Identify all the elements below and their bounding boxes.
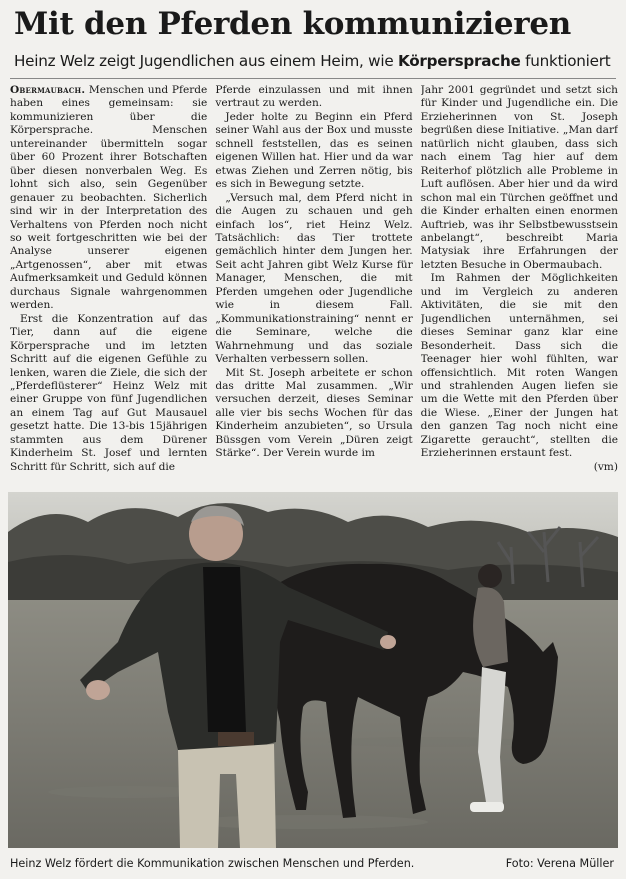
dateline: Obermaubach. (10, 84, 86, 96)
paragraph: Jahr 2001 gegründet und setzt sich für Kinder und Jugendliche ein. Die Erzieherinnen von St. Joseph begrüßen diese Initiative. „Man darf natürlich nicht glauben, dass sich nach einem Tag hier auf dem Reiterhof plötzlich alle Probleme in Luft auflösen. Aber hier und da wird schon mal ein Türchen geöffnet und die Kinder erhalten einen enormen Auftrieb, was ihr Selbstbewusstsein anbelangt“, beschreibt Maria Matysiak ihre Erfahrungen der letzten Besuche in Obermaubach. (420, 84, 618, 271)
paragraph-text: Menschen und Pferde haben eines gemeinsam: sie kommunizieren über die Körpersprache. Menschen untereinander übermitteln sogar über 60 Prozent ihrer Botschaften über diesen nonverbalen Weg. Es lohnt sich also, sein Gegenüber genauer zu beobachten. Sicherlich sind wir in der Interpretation des Verhaltens von Pferden noch nicht so weit fortgeschritten wie bei der Analyse unserer eigenen „Artgenossen“, aber mit etwas Aufmerksamkeit und Geduld können durchaus Signale wahrgenommen werden. (10, 84, 208, 312)
paragraph: „Versuch mal, dem Pferd nicht in die Augen zu schauen und geh einfach los“, riet Heinz Welz. Tatsächlich: das Tier trottete gemächlich hinter dem Jungen her. Seit acht Jahren gibt Welz Kurse für Manager, Menschen, die mit Pferden umgehen oder Jugendliche wie in diesem Fall. „Kommunikationstraining“ nennt er die Seminare, welche die Wahrnehmung und das soziale Verhalten verbessern sollen. (215, 191, 413, 366)
headline: Mit den Pferden kommunizieren (14, 6, 571, 42)
paragraph: Pferde einzulassen und mit ihnen vertraut zu werden. (215, 84, 413, 110)
paragraph (10, 84, 207, 313)
paragraph: Im Rahmen der Möglichkeiten und im Vergleich zu anderen Aktivitäten, die sie mit den Jugendlichen unternähmen, sei dieses Seminar ganz klar eine Besonderheit. Dass sich die Teenager hier wohl fühlten, war offensichtlich. Mit roten Wangen und strahlenden Augen liefen sie um die Wette mit den Pferden über die Wiese. „Einer der Jungen hat den ganzen Tag noch nicht eine Zigarette geraucht“, stellten die Erzieherinnen erstaunt fest. (420, 272, 618, 460)
column-1 (10, 84, 207, 484)
paragraph: Jeder holte zu Beginn ein Pferd seiner Wahl aus der Box und musste schnell feststellen, das es seinen eigenen Willen hat. Hier und da war etwas Ziehen und Zerren nötig, bis es sich in Bewegung setzte. (215, 110, 413, 191)
paragraph: Erst die Konzentration auf das Tier, dann auf die eigene Körpersprache und im letzten Schritt auf die eigenen Gefühle zu lenken, waren die Ziele, die sich der „Pferdeflüsterer“ Heinz Welz mit einer Gruppe von fünf Jugendlichen an einem Tag auf Gut Mausauel gesetzt hatte. Die 13-bis 15jährigen stammten aus dem Dürener Kinderheim St. Josef und lernten Schritt für Schritt, sich auf die (10, 312, 208, 473)
header-rule (10, 78, 616, 79)
author-initials: (vm) (593, 460, 618, 473)
subheadline-text-end: funktioniert (520, 52, 611, 70)
article-photo (8, 492, 618, 848)
subheadline-keyword: Körpersprache (398, 52, 521, 70)
column-2 (215, 84, 412, 484)
photo-caption: Heinz Welz fördert die Kommunikation zwischen Menschen und Pferden. (10, 857, 415, 870)
article-body (10, 84, 618, 484)
subheadline-text-start: Heinz Welz zeigt Jugendlichen aus einem Heim, wie (14, 52, 398, 70)
photo-illustration (8, 492, 618, 848)
paragraph: Mit St. Joseph arbeitete er schon das dritte Mal zusammen. „Wir versuchen derzeit, dieses Seminar alle vier bis sechs Wochen für das Kinderheim anzubieten“, so Ursula Büssgen vom Verein „Düren zeigt Stärke“. Der Verein wurde im (215, 366, 413, 460)
column-3 (421, 84, 618, 484)
subheadline (14, 50, 620, 72)
photo-credit: Foto: Verena Müller (505, 857, 614, 870)
